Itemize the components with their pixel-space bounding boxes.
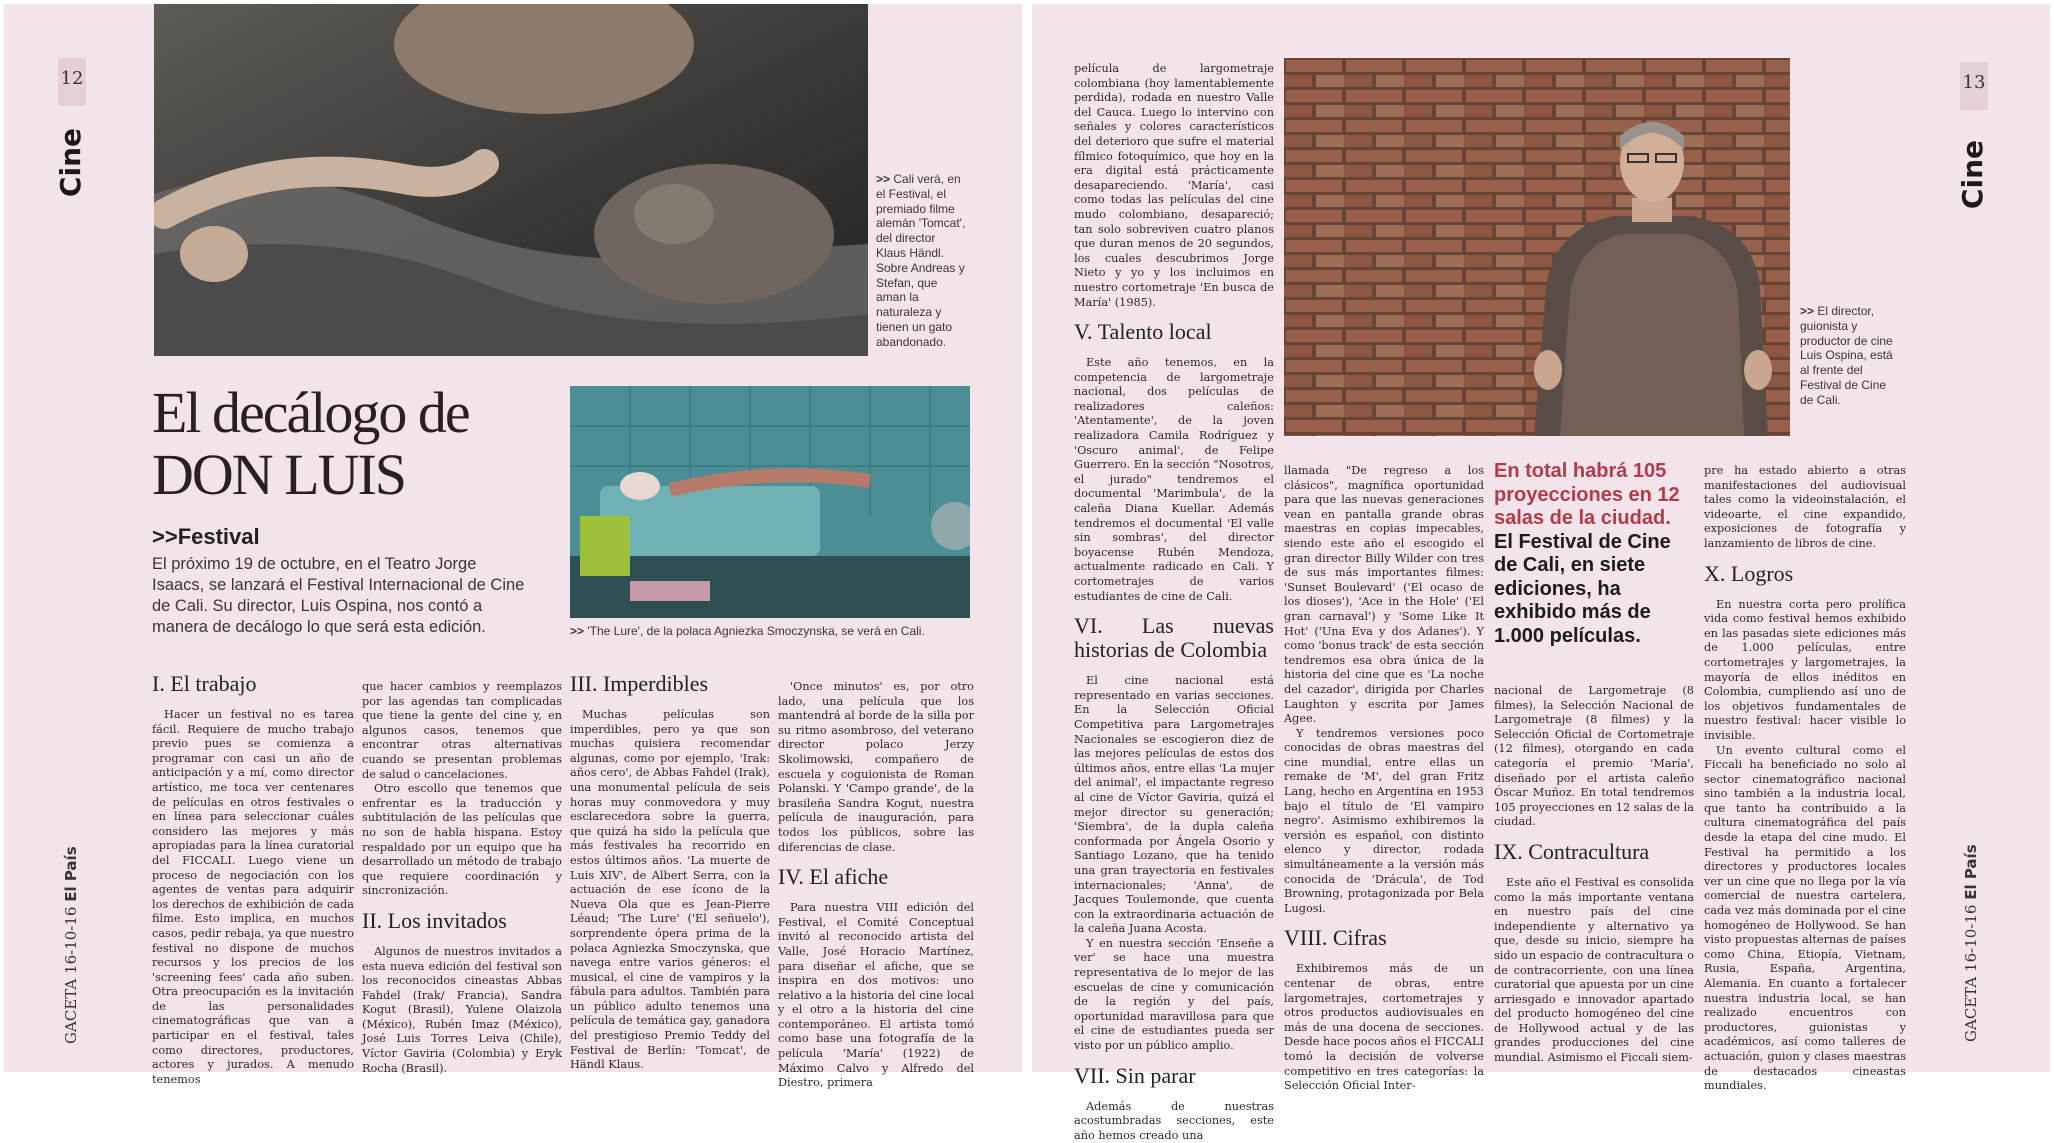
- pull-quote: [1494, 460, 1688, 648]
- caption-marker: >>: [1800, 304, 1815, 318]
- section-heading-2: II. Los invitados: [362, 907, 507, 933]
- column-4: [1704, 464, 1906, 1094]
- masthead-paper: El País: [62, 846, 80, 902]
- headline: [152, 382, 572, 506]
- section-heading-6: VI. Las nuevas historias de Colombia: [1074, 613, 1274, 663]
- section-heading-4: IV. El afiche: [778, 864, 889, 890]
- paragraph: El cine nacional está representado en varias secciones. En la Selección Oficial Competitiva para Largometrajes Nacionales se escogieron diez de las mejores películas de estos dos últimos años, entre ellas 'La mujer del animal', el impactante regreso al cine de Víctor Gaviria, quizá el mejor director su generación; 'Siembra', de la dupla caleña conformada por Ángela Osorio y Santiago Lozano, que ha tenido una gran trayectoria en festivales internacionales; 'Anna', de Jacques Toulemonde, que cuenta con la extraordinaria actuación de la caleña Juana Acosta.: [1074, 674, 1274, 936]
- section-label: Cine: [1956, 140, 1989, 210]
- masthead-date: 16-10-16: [62, 906, 80, 974]
- section-heading-5: V. Talento local: [1074, 319, 1212, 345]
- section-heading-8: VIII. Cifras: [1284, 925, 1387, 951]
- headline-line2: DON LUIS: [152, 442, 406, 507]
- section-heading-10: X. Logros: [1704, 560, 1794, 586]
- caption-text: 'The Lure', de la polaca Agniezka Smoczynska, se verá en Cali.: [587, 624, 925, 638]
- section-label: Cine: [54, 128, 87, 198]
- paragraph: Muchas películas son imperdibles, pero ya que son muchas quisiera recomendar algunas, como por ejemplo, 'Irak: años cero', de Abbas Fahdel (Irak), una monumental película de seis horas muy conmovedora y muy esclarecedora sobre la guerra, que quizá ha sido la película que más festivales ha recorrido en estos últimos años. 'La muerte de Luis XIV', de Albert Serra, con la actuación de ese ícono de la Nueva Ola que es Jean-Pierre Léaud; 'The Lure' ('El señuelo'), sorprendente ópera prima de la polaca Agniezka Smoczynska, que navega entre varios géneros: el musical, el cine de vampiros y la fábula para adultos. También para un público adulto tenemos una película de temática gay, ganadora del prestigioso Premio Teddy del Festival de Berlín: 'Tomcat', de Händl Klaus.: [570, 708, 771, 1072]
- masthead-publication: GACETA: [1962, 976, 1980, 1042]
- masthead-date: 16-10-16: [1962, 904, 1980, 972]
- caption-text: Cali verá, en el Festival, el premiado filme alemán 'Tomcat', del director Klaus Händl. Sobre Andreas y Stefan, que aman la naturaleza y tienen un gato abandonado.: [876, 172, 966, 349]
- photo-caption-luis-ospina: [1800, 304, 1896, 408]
- paragraph: Exhibiremos más de un centenar de obras, entre largometrajes, cortometrajes y otros productos audiovisuales en más de una docena de secciones. Desde hace pocos años el FICCALI tomó la decisión de volverse competitivo en tres categorías: la Selección Oficial Inter-: [1284, 962, 1485, 1093]
- pull-quote-text: El Festival de Cine de Cali, en siete ediciones, ha exhibido más de 1.000 películas.: [1494, 530, 1671, 647]
- paragraph: que hacer cambios y reemplazos por las agendas tan complicadas que tiene la gente del cine y, en algunos casos, tenemos que encontrar otras alternativas cuando se presentan problemas de salud o cancelaciones.: [362, 680, 562, 781]
- paragraph: Además de nuestras acostumbradas secciones, este año hemos creado una: [1074, 1099, 1274, 1142]
- photo-caption-tomcat: [876, 172, 966, 350]
- paragraph: Este año tenemos, en la competencia de largometraje nacional, dos películas de realizadores caleños: 'Atentamente', de la joven realizadora Camila Rodríguez y 'Oscuro animal', de Felipe Guerrero. En la sección "Nosotros, el jurado" tendremos el documental 'Marimbula', de la caleña Diana Kuellar. Además tendremos el documental 'El valle sin sombras', del director boyacense Rubén Mendoza, actualmente radicado en Cali. Y cortometrajes de varios estudiantes de cine de Cali.: [1074, 356, 1274, 603]
- section-heading-9: IX. Contracultura: [1494, 838, 1650, 864]
- column-1: [152, 672, 354, 1087]
- caption-text: El director, guionista y productor de cine Luis Ospina, está al frente del Festival de Cine de Cali.: [1800, 304, 1893, 407]
- pull-quote-highlight: En total habrá 105 proyecciones en 12 salas de la ciudad.: [1494, 460, 1680, 529]
- section-heading-1: I. El trabajo: [152, 671, 257, 696]
- masthead: [1962, 844, 1980, 1042]
- caption-marker: >>: [876, 172, 891, 186]
- paragraph: Hacer un festival no es tarea fácil. Requiere de mucho trabajo previo pues se comienza a programar con casi un año de anticipación y a mí, como director artístico, me toca ver centenares de películas en otros festivales o en línea para seleccionar cuáles considero las mejores y más apropiadas para la línea curatorial del FICCALI. Luego viene un proceso de negociación con los agentes de ventas para adquirir los derechos de exhibición de cada filme. Esto implica, en muchos casos, pedir rebaja, ya que nuestro festival no dispone de muchos recursos y los precios de los 'screening fees' cada año suben. Otra preocupación es la invitación de las personalidades cinematográficas que van a participar en el festival, tales como directores, productores, actores y jurados. A menudo tenemos: [152, 708, 354, 1086]
- masthead-paper: El País: [1962, 844, 1980, 900]
- paragraph: Y en nuestra sección 'Enseñe a ver' se hace una muestra representativa de lo mejor de las escuelas de cine y comunicación de la región y del país, oportunidad maravillosa para que el cine de estudiantes pueda ser visto por un público amplio.: [1074, 936, 1274, 1053]
- paragraph: pre ha estado abierto a otras manifestaciones del audiovisual tales como la videoinstalación, el videoarte, el cine expandido, exposiciones de fotografía y lanzamiento de libros de cine.: [1704, 464, 1906, 550]
- paragraph: 'Once minutos' es, por otro lado, una película que los mantendrá al borde de la silla por su ritmo asombroso, del veterano director polaco Jerzy Skolimowski, compañero de escuela y coguionista de Roman Polanski. Y 'Campo grande', de la brasileña Sandra Kogut, nuestra película de inauguración, para todos los públicos, sobre las diferencias de clase.: [778, 680, 974, 854]
- caption-marker: >>: [570, 624, 585, 638]
- column-3: [570, 672, 770, 1073]
- column-2: [1284, 464, 1484, 1094]
- page-number: 13: [1960, 62, 1988, 110]
- section-heading-7: VII. Sin parar: [1074, 1062, 1196, 1088]
- photo-tomcat: [154, 4, 868, 356]
- photo-luis-ospina: [1284, 58, 1790, 436]
- headline-line1: El decálogo de: [152, 380, 469, 445]
- column-1: [1074, 62, 1274, 1143]
- page-number: 12: [58, 58, 86, 106]
- section-heading-3: III. Imperdibles: [570, 671, 709, 696]
- paragraph: Este año el Festival es consolida como la más importante ventana en nuestro país del cine independiente y alternativo ya que, desde su inicio, siempre ha sido un espacio de contracultura o de contracorriente, con una línea curatorial que apuesta por un cine arriesgado e innovador apartado del producto homogéneo del cine de Hollywood actual y de las grandes producciones del cine mundial. Asimismo el Ficcali siem-: [1494, 875, 1694, 1065]
- column-3: [1494, 684, 1694, 1066]
- paragraph: Otro escollo que tenemos que enfrentar es la traducción y subtitulación de las películas que no son de habla hispana. Estoy respaldado por un equipo que ha desarrollado un método de trabajo que requiere coordinación y sincronización.: [362, 782, 562, 898]
- lead-paragraph: El próximo 19 de octubre, en el Teatro Jorge Isaacs, se lanzará el Festival Internacional de Cine de Cali. Su director, Luis Ospina, nos contó a manera de decálogo lo que será esta edición.: [152, 555, 525, 636]
- masthead-publication: GACETA: [62, 978, 80, 1044]
- paragraph: Algunos de nuestros invitados a esta nueva edición del festival son los reconocidos cineastas Abbas Fahdel (Irak/ Francia), Sandra Kogut (Brasil), Yulene Olaizola (México), Rubén Imaz (México), José Luis Torres Leiva (Chile), Víctor Gaviria (Colombia) y Eryk Rocha (Brasil).: [362, 944, 562, 1075]
- right-page: [1032, 4, 2050, 1142]
- column-4: [778, 680, 974, 1091]
- masthead: [62, 846, 80, 1044]
- paragraph: Y tendremos versiones poco conocidas de obras maestras del cine mundial, entre ellas un remake de 'M', del gran Fritz Lang, hecho en Argentina en 1953 bajo el título de 'El vampiro negro'. Asimismo exhibiremos la versión es español, con distinto elenco y director, rodada simultáneamente a la versión más conocida de 'Drácula', de Tod Browning, protagonizada por Bela Lugosi.: [1284, 726, 1484, 915]
- paragraph: En nuestra corta pero prolífica vida como festival hemos exhibido en las pasadas siete ediciones más de 1.000 películas, entre cortometrajes y largometrajes, la mayoría de ellos inéditos en Colombia, cumpliendo así uno de los objetivos fundamentales de nuestro festival: hacer visible lo invisible.: [1704, 597, 1906, 742]
- left-page: [4, 4, 1022, 1090]
- photo-the-lure: [570, 386, 970, 618]
- paragraph: película de largometraje colombiana (hoy lamentablemente perdida), rodada en nuestro Valle del Cauca. Luego lo intervino con señales y colores característicos del deterioro que sufre el material fílmico fotoquímico, que hoy en la era digital está prácticamente desapareciendo. 'María', casi como todas las películas del cine mudo colombiano, desapareció; tan solo sobreviven cuatro planos que duran menos de 20 segundos, los cuales descubrimos Jorge Nieto y yo y los incluimos en nuestro cortometraje 'En busca de María' (1985).: [1074, 62, 1274, 309]
- paragraph: Para nuestra VIII edición del Festival, el Comité Conceptual invitó al reconocido artista del Valle, José Horacio Martínez, para diseñar el afiche, que se inspira en dos motivos: uno relativo a la historia del cine local y el otro a la historia del cine contemporáneo. El artista tomó como base una fotografía de la película 'María' (1922) de Máximo Calvo y Alfredo del Diestro, primera: [778, 901, 974, 1090]
- kicker: >>Festival: [152, 524, 260, 549]
- paragraph: nacional de Largometraje (8 filmes), la Selección Nacional de Largometraje (8 filmes) y la Selección Oficial de Cortometraje (12 filmes), otorgando en cada categoría el premio 'María', diseñado por el artista caleño Óscar Muñoz. En total tendremos 105 proyecciones en 12 salas de la ciudad.: [1494, 684, 1694, 829]
- paragraph: llamada "De regreso a los clásicos", magnífica oportunidad para que las nuevas generaciones vean en pantalla grande obras maestras en copias impecables, siendo este año el escogido el gran director Billy Wilder con tres de sus más importantes filmes: 'Sunset Boulevard' ('El ocaso de los dioses'), 'Ace in the Hole' ('El gran carnaval') y 'Some Like It Hot' ('Una Eva y dos Adanes'). Y como 'bonus track' de esta sección tendremos esa obra única de la historia del cine que es 'La noche del cazador', dirigida por Charles Laughton y escrita por James Agee.: [1284, 464, 1484, 726]
- paragraph: Un evento cultural como el Ficcali ha beneficiado no solo al sector cinematográfico nacional sino también a la industria local, que tanto ha contribuido a la cultura cinematográfica del país desde la etapa del cine mudo. El Festival ha permitido a los directores y productores locales ver un cine que no llega por la vía comercial de nuestra cartelera, cada vez más dominada por el cine homogéneo de Hollywood. Se han visto propuestas alternas de países como China, Etiopía, Vietnam, Rusia, España, Argentina, Alemania. En cuanto a fortalecer nuestra industria local, se han realizado encuentros con productores, guionistas y académicos, así como talleres de actuación, guion y clases maestras de destacados cineastas mundiales.: [1704, 743, 1906, 1093]
- column-2: [362, 680, 562, 1076]
- photo-caption-the-lure: [570, 624, 990, 639]
